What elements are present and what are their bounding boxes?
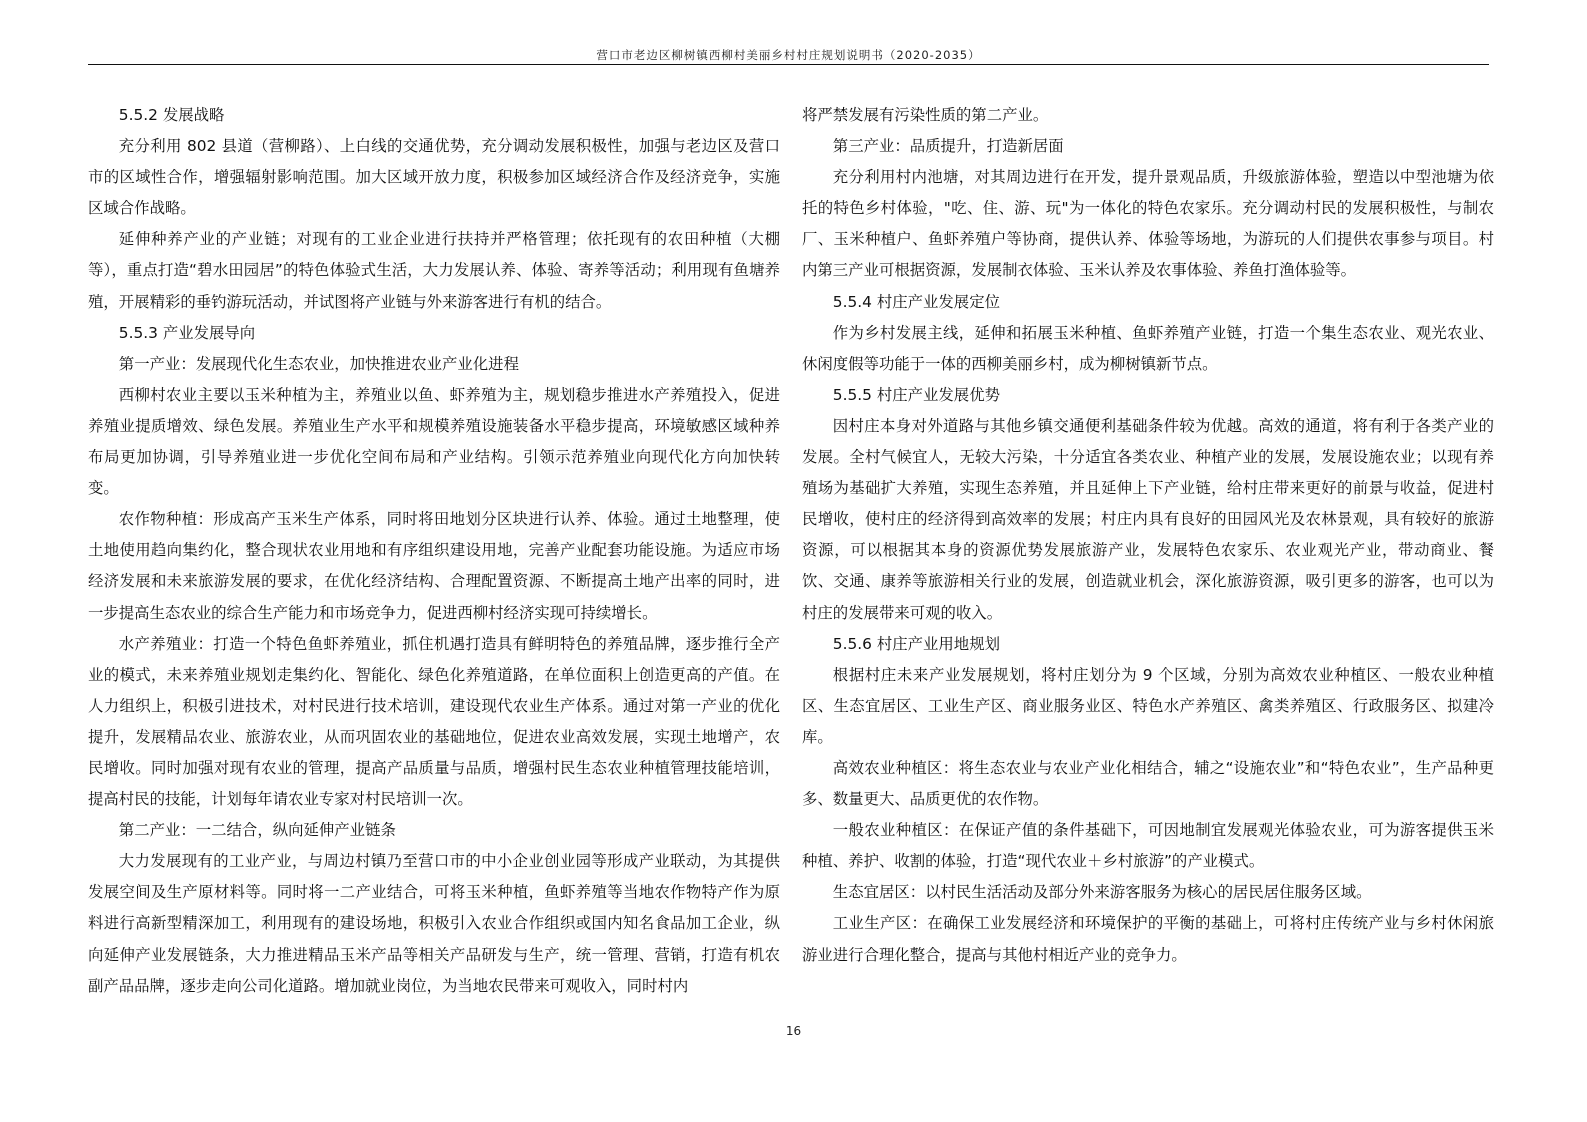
right-text-column bbox=[802, 100, 1494, 971]
paragraph: 作为乡村发展主线，延伸和拓展玉米种植、鱼虾养殖产业链，打造一个集生态农业、观光农业、休闲度假等功能于一体的西柳美丽乡村，成为柳树镇新节点。 bbox=[802, 323, 1494, 373]
paragraph: 一般农业种植区：在保证产值的条件基础下，可因地制宜发展观光体验农业，可为游客提供玉米种植、养护、收割的体验，打造“现代农业＋乡村旅游”的产业模式。 bbox=[802, 821, 1494, 871]
paragraph: 水产养殖业：打造一个特色鱼虾养殖业，抓住机遇打造具有鲜明特色的养殖品牌，逐步推行全产业的模式，未来养殖业规划走集约化、智能化、绿色化养殖道路，在单位面积上创造更高的产值。在人力组织上，积极引进技术，对村民进行技术培训，建设现代农业生产体系。通过对第一产业的优化提升，发展精品农业、旅游农业，从而巩固农业的基础地位，促进农业高效发展，实现土地增产，农民增收。同时加强对现有农业的管理，提高产品质量与品质，增强村民生态农业种植管理技能培训，提高村民的技能，计划每年请农业专家对村民培训一次。 bbox=[88, 634, 780, 809]
paragraph: 充分利用 802 县道（营柳路）、上白线的交通优势，充分调动发展积极性，加强与老边区及营口市的区域性合作，增强辐射影响范围。加大区域开放力度，积极参加区域经济合作及经济竞争，实施区域合作战略。 bbox=[88, 137, 780, 218]
header-divider bbox=[88, 64, 1489, 65]
subheading-primary-industry: 第一产业：发展现代化生态农业，加快推进农业产业化进程 bbox=[118, 354, 519, 373]
paragraph-continuation: 将严禁发展有污染性质的第二产业。 bbox=[802, 106, 1049, 124]
page-number: 16 bbox=[785, 1024, 802, 1038]
document-header-title: 营口市老边区柳树镇西柳村美丽乡村村庄规划说明书（2020-2035） bbox=[596, 48, 981, 62]
paragraph: 大力发展现有的工业产业，与周边村镇乃至营口市的中小企业创业园等形成产业联动，为其提供发展空间及生产原材料等。同时将一二产业结合，可将玉米种植，鱼虾养殖等当地农作物特产作为原料进行高新型精深加工，利用现有的建设场地，积极引入农业合作组织或国内知名食品加工企业，纵向延伸产业发展链条，大力推进精品玉米产品等相关产品研发与生产，统一管理、营销，打造有机农副产品品牌，逐步走向公司化道路。增加就业岗位，为当地农民带来可观收入，同时村内 bbox=[88, 852, 780, 995]
paragraph: 根据村庄未来产业发展规划，将村庄划分为 9 个区域，分别为高效农业种植区、一般农业种植区、生态宜居区、工业生产区、商业服务业区、特色水产养殖区、禽类养殖区、行政服务区、拟建冷库。 bbox=[802, 665, 1494, 746]
subheading-tertiary-industry: 第三产业：品质提升，打造新居面 bbox=[832, 137, 1064, 156]
subheading-secondary-industry: 第二产业：一二结合，纵向延伸产业链条 bbox=[118, 821, 396, 840]
paragraph: 生态宜居区：以村民生活活动及部分外来游客服务为核心的居民居住服务区域。 bbox=[832, 883, 1372, 902]
paragraph: 农作物种植：形成高产玉米生产体系，同时将田地划分区块进行认养、体验。通过土地整理，使土地使用趋向集约化，整合现状农业用地和有序组织建设用地，完善产业配套功能设施。为适应市场经济发展和未来旅游发展的要求，在优化经济结构、合理配置资源、不断提高土地产出率的同时，进一步提高生态农业的综合生产能力和市场竞争力，促进西柳村经济实现可持续增长。 bbox=[88, 510, 780, 622]
left-text-column bbox=[88, 100, 780, 1002]
paragraph: 延伸种养产业的产业链；对现有的工业企业进行扶持并严格管理；依托现有的农田种植（大棚等），重点打造“碧水田园居”的特色体验式生活，大力发展认养、体验、寄养等活动；利用现有鱼塘养殖，开展精彩的垂钓游玩活动，并试图将产业链与外来游客进行有机的结合。 bbox=[88, 230, 780, 311]
heading-5-5-3: 5.5.3 产业发展导向 bbox=[118, 323, 256, 342]
heading-5-5-6: 5.5.6 村庄产业用地规划 bbox=[832, 634, 1000, 653]
heading-5-5-4: 5.5.4 村庄产业发展定位 bbox=[832, 292, 1000, 311]
heading-5-5-5: 5.5.5 村庄产业发展优势 bbox=[832, 385, 1000, 404]
paragraph: 西柳村农业主要以玉米种植为主，养殖业以鱼、虾养殖为主，规划稳步推进水产养殖投入，促进养殖业提质增效、绿色发展。养殖业生产水平和规模养殖设施装备水平稳步提高，环境敏感区域种养布局更加协调，引导养殖业进一步优化空间布局和产业结构。引领示范养殖业向现代化方向加快转变。 bbox=[88, 385, 780, 498]
heading-5-5-2: 5.5.2 发展战略 bbox=[118, 106, 225, 124]
paragraph: 高效农业种植区：将生态农业与农业产业化相结合，辅之“设施农业”和“特色农业”，生产品种更多、数量更大、品质更优的农作物。 bbox=[802, 758, 1494, 809]
paragraph: 工业生产区：在确保工业发展经济和环境保护的平衡的基础上，可将村庄传统产业与乡村休闲旅游业进行合理化整合，提高与其他村相近产业的竞争力。 bbox=[802, 914, 1494, 964]
paragraph: 充分利用村内池塘，对其周边进行在开发，提升景观品质，升级旅游体验，塑造以中型池塘为依托的特色乡村体验，"吃、住、游、玩"为一体化的特色农家乐。充分调动村民的发展积极性，与制农厂、玉米种植户、鱼虾养殖户等协商，提供认养、体验等场地，为游玩的人们提供农事参与项目。村内第三产业可根据资源，发展制衣体验、玉米认养及农事体验、养鱼打渔体验等。 bbox=[802, 168, 1494, 280]
paragraph: 因村庄本身对外道路与其他乡镇交通便利基础条件较为优越。高效的通道，将有利于各类产业的发展。全村气候宜人，无较大污染，十分适宜各类农业、种植产业的发展，发展设施农业；以现有养殖场为基础扩大养殖，实现生态养殖，并且延伸上下产业链，给村庄带来更好的前景与收益，促进村民增收，使村庄的经济得到高效率的发展；村庄内具有良好的田园风光及农林景观，具有较好的旅游资源，可以根据其本身的资源优势发展旅游产业，发展特色农家乐、农业观光产业，带动商业、餐饮、交通、康养等旅游相关行业的发展，创造就业机会，深化旅游资源，吸引更多的游客，也可以为村庄的发展带来可观的收入。 bbox=[802, 416, 1494, 622]
